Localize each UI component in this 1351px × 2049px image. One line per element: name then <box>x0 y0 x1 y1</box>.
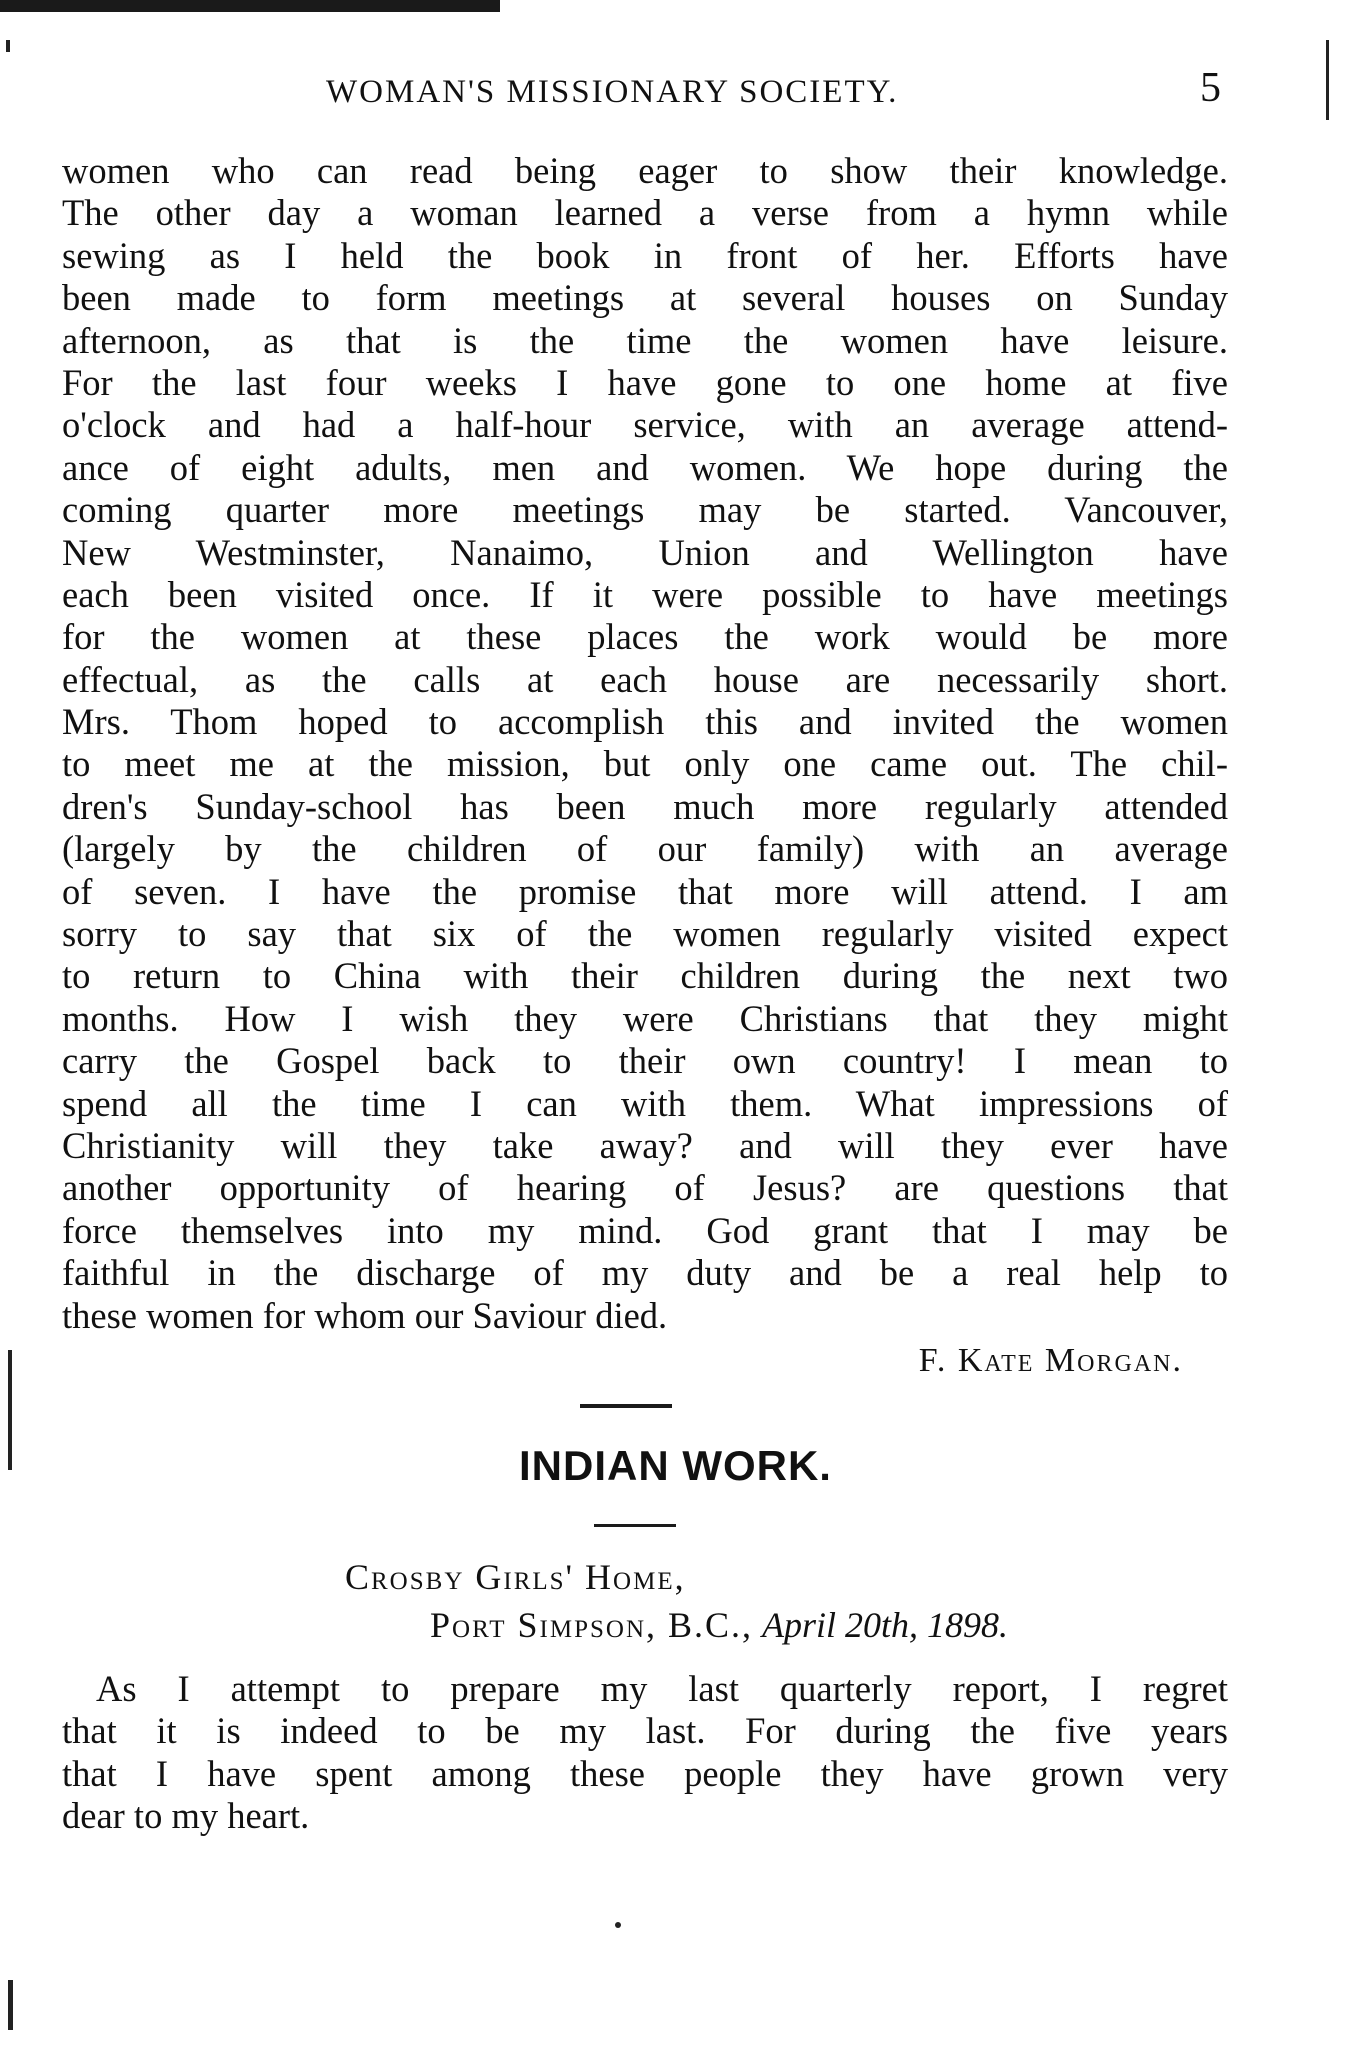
page-number: 5 <box>1200 65 1221 111</box>
text-line: of seven. I have the promise that more will attend. I am <box>62 870 1228 912</box>
dateline-place-date <box>430 1604 1008 1646</box>
text-line: women who can read being eager to show their knowledge. <box>62 150 1228 191</box>
section-divider-bottom <box>594 1524 676 1527</box>
text-line: force themselves into my mind. God grant that I may be <box>62 1209 1228 1251</box>
text-line: Mrs. Thom hoped to accomplish this and invited the women <box>62 701 1228 743</box>
text-line: (largely by the children of our family) with an average <box>62 828 1228 870</box>
text-line: ance of eight adults, men and women. We hope during the <box>62 446 1228 488</box>
text-line: afternoon, as that is the time the women have leisure. <box>62 319 1228 361</box>
margin-speck <box>6 40 10 52</box>
text-line: carry the Gospel back to their own country! I mean to <box>62 1040 1228 1082</box>
text-line: sorry to say that six of the women regularly visited expect <box>62 913 1228 955</box>
margin-speck <box>8 1980 13 2030</box>
text-line: sewing as I held the book in front of her. Efforts have <box>62 234 1228 276</box>
text-line: for the women at these places the work would be more <box>62 616 1228 658</box>
dateline-institution: Crosby Girls' Home, <box>345 1557 686 1597</box>
text-line: The other day a woman learned a verse from a hymn while <box>62 192 1228 234</box>
text-line: spend all the time I can with them. What impressions of <box>62 1082 1228 1124</box>
dateline-place: Port Simpson, B.C., <box>430 1605 754 1645</box>
top-border-rule <box>0 0 500 12</box>
text-line: to meet me at the mission, but only one came out. The chil- <box>62 743 1228 785</box>
text-line: o'clock and had a half-hour service, with an average attend- <box>62 404 1228 446</box>
running-header <box>0 64 1351 114</box>
text-line: Christianity will they take away? and will they ever have <box>62 1124 1228 1166</box>
text-line: months. How I wish they were Christians that they might <box>62 997 1228 1039</box>
section-heading: INDIAN WORK. <box>519 1442 832 1489</box>
report-body <box>62 1668 1228 1838</box>
text-line: dear to my heart. <box>62 1795 310 1837</box>
text-line: to return to China with their children during the next two <box>62 955 1228 997</box>
text-line: each been visited once. If it were possible to have meetings <box>62 573 1228 615</box>
signature: F. Kate Morgan. <box>918 1342 1183 1379</box>
letter-body <box>62 150 1228 1337</box>
text-line: that it is indeed to be my last. For during the five years <box>62 1710 1228 1752</box>
text-line: As I attempt to prepare my last quarterly report, I regret <box>96 1668 1228 1709</box>
text-line: another opportunity of hearing of Jesus? are questions that <box>62 1167 1228 1209</box>
text-line: coming quarter more meetings may be started. Vancouver, <box>62 489 1228 531</box>
text-line: For the last four weeks I have gone to one home at five <box>62 361 1228 403</box>
text-line: faithful in the discharge of my duty and be a real help to <box>62 1252 1228 1294</box>
text-line: been made to form meetings at several houses on Sunday <box>62 277 1228 319</box>
text-line: these women for whom our Saviour died. <box>62 1294 668 1336</box>
text-line: effectual, as the calls at each house are necessarily short. <box>62 658 1228 700</box>
text-line: that I have spent among these people they have grown very <box>62 1752 1228 1794</box>
section-divider-top <box>580 1404 672 1408</box>
print-speck <box>615 1922 621 1928</box>
running-title: WOMAN'S MISSIONARY SOCIETY. <box>326 74 899 110</box>
text-line: New Westminster, Nanaimo, Union and Wellington have <box>62 531 1228 573</box>
text-line: dren's Sunday-school has been much more regularly attended <box>62 785 1228 827</box>
dateline-date: April 20th, 1898. <box>762 1605 1009 1645</box>
